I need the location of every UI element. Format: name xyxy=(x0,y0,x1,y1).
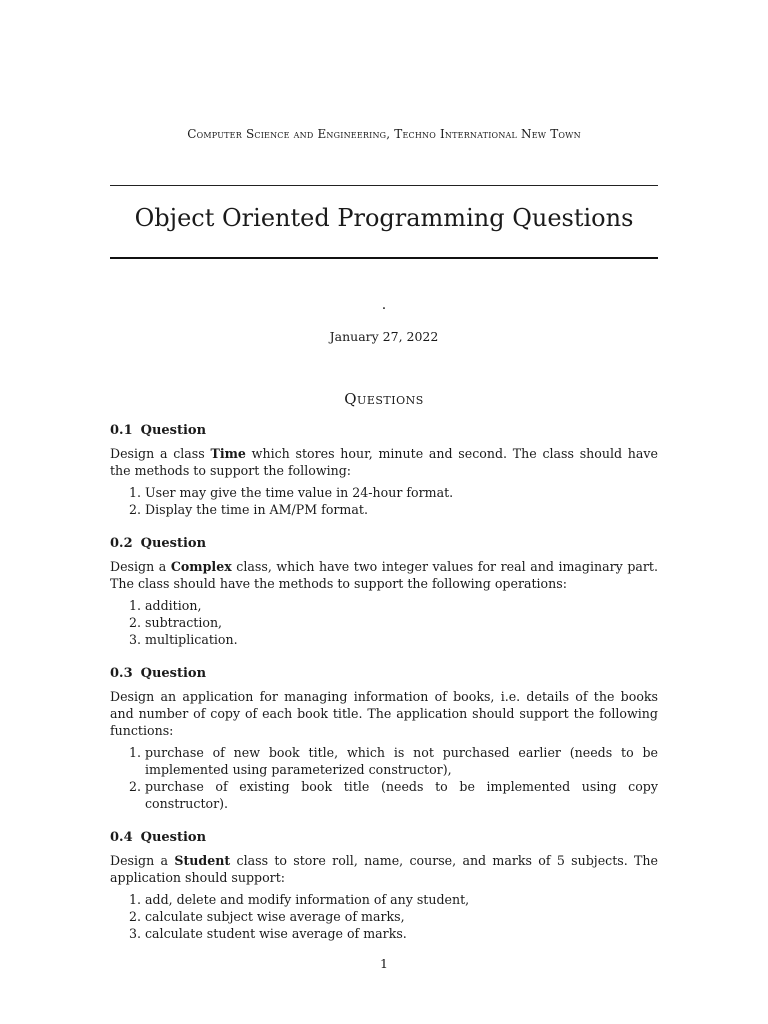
question-heading-label: Question xyxy=(140,830,207,845)
affiliation-header: Computer Science and Engineering, Techno International New Town xyxy=(187,127,581,141)
question-number: 0.1 xyxy=(110,423,133,438)
question-heading-label: Question xyxy=(140,536,207,551)
author-line: . xyxy=(381,297,387,313)
question-block xyxy=(110,829,658,942)
question-text-after: class, which have two integer values for real and imaginary part. The class should have the methods to support the following operations: xyxy=(110,559,658,591)
question-text-before: Design a xyxy=(110,853,175,868)
list-item: 2. purchase of existing book title (needs to be implemented using copy constructor). xyxy=(145,778,658,812)
question-text xyxy=(110,852,658,886)
questions-content xyxy=(110,422,658,959)
list-item: 2. Display the time in AM/PM format. xyxy=(145,501,658,518)
question-text xyxy=(110,558,658,592)
question-heading xyxy=(110,422,658,439)
question-requirements-list xyxy=(110,484,658,518)
question-class-name: Time xyxy=(210,446,246,461)
question-text xyxy=(110,688,658,739)
question-text-before: Design a xyxy=(110,559,171,574)
question-text-before: Design an application for managing information of books, i.e. details of the books and number of copy of each book title. The application should support the following functions: xyxy=(110,689,658,738)
section-title: Questions xyxy=(344,390,424,408)
question-text-after: which stores hour, minute and second. The class should have the methods to support the following: xyxy=(110,446,658,478)
document-title: Object Oriented Programming Questions xyxy=(134,204,634,232)
title-top-rule xyxy=(110,185,658,186)
list-item: 2. calculate subject wise average of marks, xyxy=(145,908,658,925)
document-date: January 27, 2022 xyxy=(329,329,439,344)
question-requirements-list xyxy=(110,744,658,812)
question-requirements-list xyxy=(110,597,658,648)
document-page xyxy=(110,0,658,1024)
question-text xyxy=(110,445,658,479)
question-number: 0.4 xyxy=(110,830,133,845)
page-number: 1 xyxy=(380,956,388,971)
question-class-name: Student xyxy=(174,853,231,868)
list-item: 1. add, delete and modify information of any student, xyxy=(145,891,658,908)
question-class-name: Complex xyxy=(170,559,232,574)
question-block xyxy=(110,535,658,648)
list-item: 1. User may give the time value in 24-hour format. xyxy=(145,484,658,501)
question-heading xyxy=(110,829,658,846)
list-item: 1. purchase of new book title, which is not purchased earlier (needs to be implemented using parameterized constructor), xyxy=(145,744,658,778)
list-item: 2. subtraction, xyxy=(145,614,658,631)
question-text-after: class to store roll, name, course, and marks of 5 subjects. The application should support: xyxy=(110,853,658,885)
list-item: 3. calculate student wise average of marks. xyxy=(145,925,658,942)
question-heading xyxy=(110,665,658,682)
question-heading xyxy=(110,535,658,552)
question-heading-label: Question xyxy=(140,423,207,438)
title-bottom-rule xyxy=(110,257,658,259)
question-block xyxy=(110,665,658,812)
list-item: 1. addition, xyxy=(145,597,658,614)
list-item: 3. multiplication. xyxy=(145,631,658,648)
question-number: 0.3 xyxy=(110,666,133,681)
question-block xyxy=(110,422,658,518)
question-number: 0.2 xyxy=(110,536,133,551)
question-heading-label: Question xyxy=(140,666,207,681)
question-requirements-list xyxy=(110,891,658,942)
question-text-before: Design a class xyxy=(110,446,211,461)
